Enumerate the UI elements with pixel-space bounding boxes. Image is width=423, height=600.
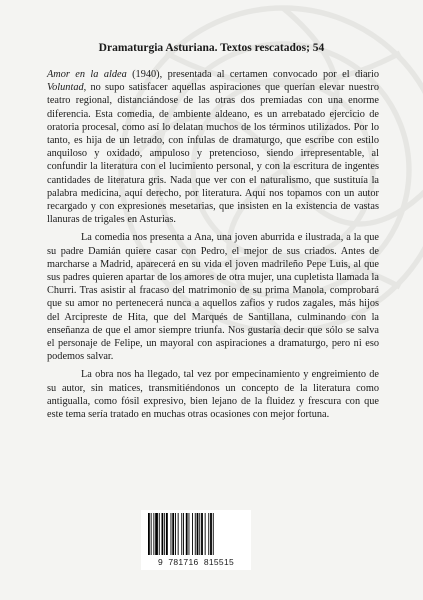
barcode-bar: [159, 513, 160, 555]
barcode-bar: [186, 513, 188, 555]
barcode-bar: [162, 513, 164, 555]
barcode-bar: [201, 513, 203, 555]
barcode-bar: [208, 513, 209, 555]
barcode-bar: [181, 513, 182, 555]
barcode-bar: [175, 513, 176, 555]
barcode-bar: [172, 513, 174, 555]
paragraph-3: La obra nos ha llegado, tal vez por empecinamiento y engreimiento de su autor, sin matices, transmitiéndonos un concepto de la literatura como antigualla, como fósil expresivo, bien lejano de la fluidez y frescura con que este tema sería tratado en muchas otras ocasiones con mejor fortuna.: [47, 369, 379, 421]
isbn-number: 9 781716 815515: [157, 557, 235, 567]
barcode-bars: [146, 513, 246, 557]
barcode-bar: [166, 513, 168, 555]
work-title: Amor en la aldea: [47, 69, 127, 80]
barcode-bar: [210, 513, 212, 555]
barcode-bar: [197, 513, 199, 555]
barcode-bar: [205, 513, 206, 555]
barcode-bar: [199, 513, 200, 555]
barcode-bar: [155, 513, 158, 555]
barcode-bar: [178, 513, 179, 555]
paragraph-2: La comedia nos presenta a Ana, una joven aburrida e ilustrada, a la que su padre Damián quiere casar con Pedro, el mejor de sus criados. Antes de marcharse a Madrid, aparecerá en su vida el joven madrileño Pepe Luis, al que sus padres quieren apartar de los amores de otra mujer, una cupletista llamada la Churri. Tras asistir al fracaso del matrimonio de su prima Manola, comprobará que su amor no pertenecerá nunca a aquellos zafios y rudos zagales, más hijos del Arcipreste de Hita, que del Marqués de Santillana, culminando con la enseñanza de que el amor siempre triunfa. Nos gustaría decir que sólo se salva el personaje de Felipe, un mayoral con aspiraciones a dramaturgo, pero ni eso podemos salvar.: [47, 232, 379, 363]
barcode-bar: [192, 513, 193, 555]
isbn-barcode: [141, 510, 251, 570]
barcode-bar: [151, 513, 152, 555]
barcode-bar: [189, 513, 190, 555]
newspaper-name: Voluntad: [47, 82, 84, 94]
barcode-bar: [148, 513, 150, 555]
body-text: [47, 68, 379, 426]
barcode-bar: [183, 513, 184, 555]
barcode-bar: [195, 513, 196, 555]
page-title: Dramaturgia Asturiana. Textos rescatados; 54: [98, 42, 325, 54]
barcode-bar: [213, 513, 214, 555]
barcode-bar: [153, 513, 154, 555]
barcode-bar: [164, 513, 165, 555]
barcode-bar: [171, 513, 172, 555]
paragraph-1: Amor en la aldea (1940), presentada al certamen convocado por el diario Voluntad, no supo satisfacer aquellas aspiraciones que querían elevar nuestro teatro regional, distanciándose de las otras dos premiadas con una enorme diferencia. Esta comedia, de ambiente aldeano, es un arrebatado ejercicio de oratoria procesal, como así lo delatan muchos de los términos utilizados. Por lo tanto, es hija de un letrado, con ínfulas de dramaturgo, que escribe con estilo anquiloso y oxidado, ampuloso y pretencioso, siendo irrepresentable, al confundir la literatura con el lucimiento personal, y con la escritura de ingentes cantidades de literatura gris. Nada que ver con el naturalismo, que sustituía la palabra medicina, aquí derecho, por literatura. Aquí nos topamos con un autor recargado y con expresiones mesetarias, que insisten en la existencia de vastas llanuras de trigales en Asturias.: [47, 69, 379, 226]
